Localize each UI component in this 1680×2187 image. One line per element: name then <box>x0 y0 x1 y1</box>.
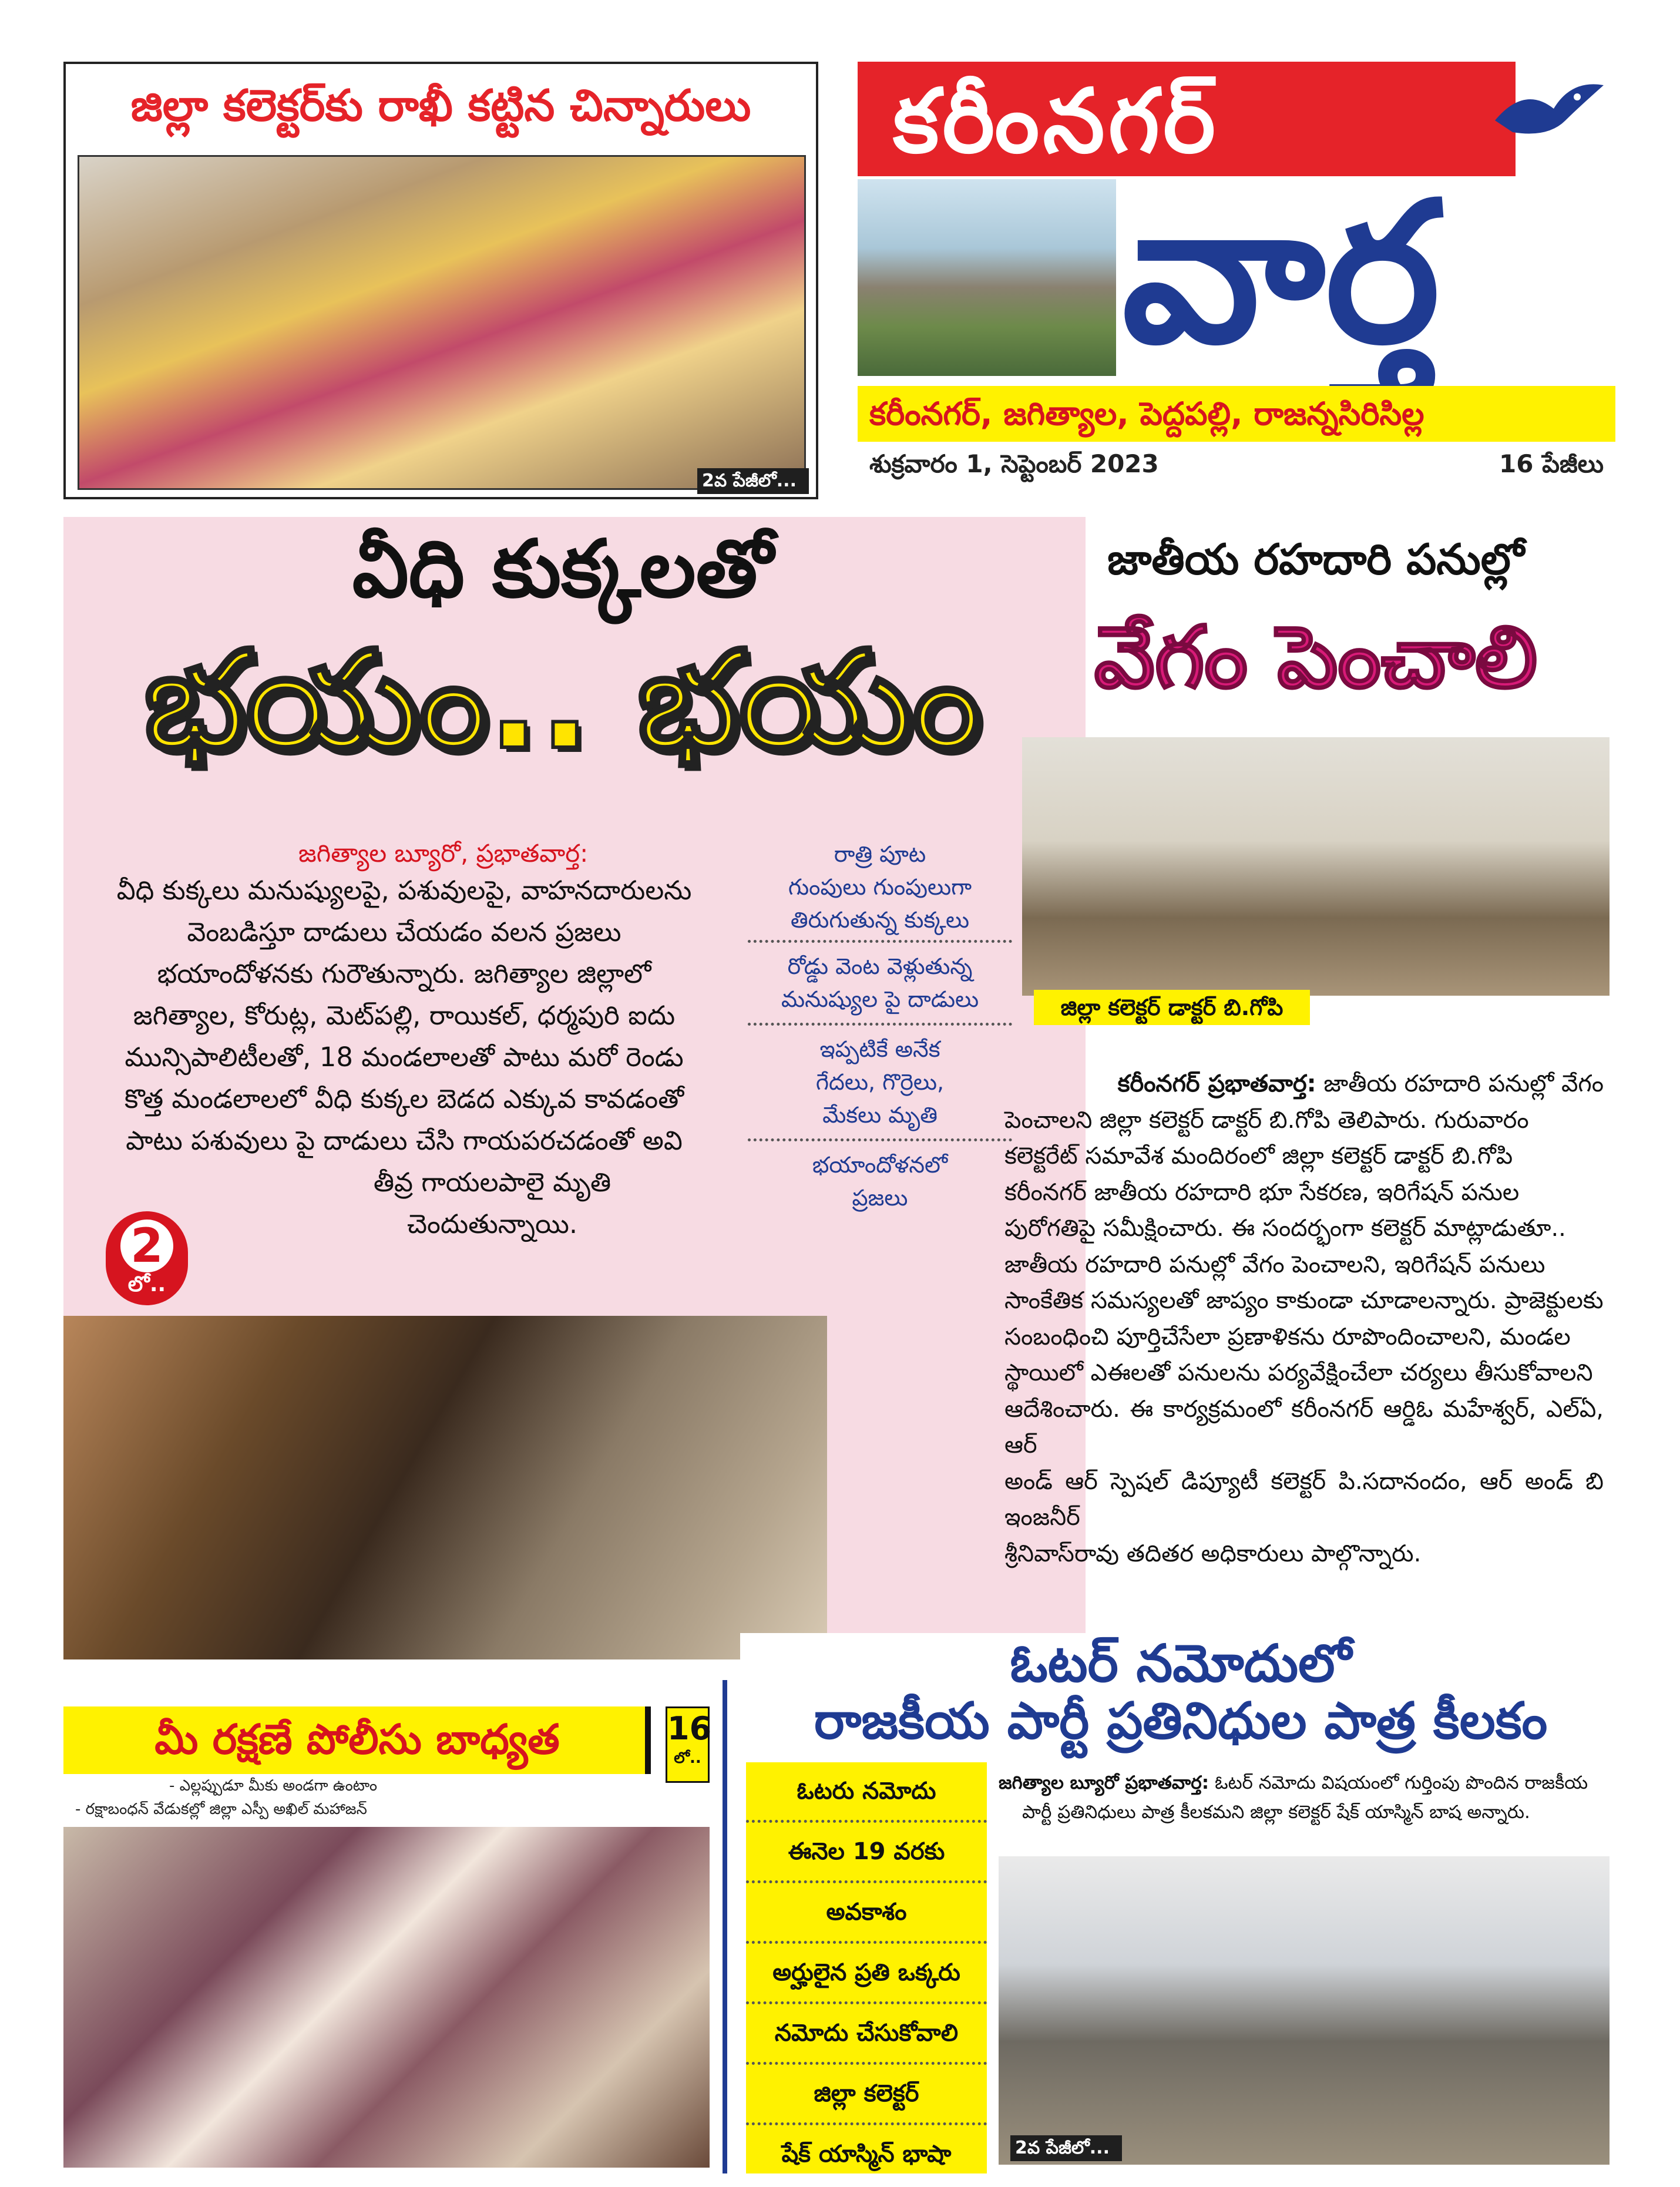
masthead <box>858 62 1615 493</box>
voter-story <box>723 1633 1621 2173</box>
dogs-badge-text: లో.. <box>127 1272 166 1296</box>
highway-body <box>1004 1066 1604 1572</box>
highway-body-line: సంబంధించి పూర్తిచేసేలా ప్రణాళికను రూపొందించాలని, మండల <box>1004 1323 1571 1351</box>
voter-sidebar-line: జిల్లా కలెక్టర్ <box>746 2065 987 2125</box>
voter-meeting-photo <box>999 1856 1610 2165</box>
masthead-pages: 16 పేజీలు <box>1499 449 1604 478</box>
police-sub-2: - రక్షాబంధన్ వేడుకల్లో జిల్లా ఎస్పీ అఖిల్ మహాజన్ <box>75 1800 367 1818</box>
highway-body-line: కరీంనగర్ జాతీయ రహదారి భూ సేకరణ, ఇరిగేషన్ పనుల <box>1004 1178 1520 1206</box>
voter-dateline: జగిత్యాల బ్యూరో ప్రభాతవార్త: <box>999 1772 1209 1793</box>
police-continued-badge[interactable] <box>666 1706 710 1783</box>
highway-body-line: పురోగతిపై సమీక్షించారు. ఈ సందర్భంగా కలెక్టర్ మాట్లాడుతూ.. <box>1004 1215 1566 1242</box>
dogs-body-line: వెంబడిస్తూ దాడులు చేయడం వలన ప్రజలు <box>187 916 621 948</box>
dogs-headline-small: వీధి కుక్కలతో <box>352 523 774 615</box>
sidebar-line: గుంపులు గుంపులుగా <box>788 874 972 900</box>
voter-headline-1: ఓటర్ నమోదులో <box>740 1633 1621 1706</box>
sidebar-line: తిరుగుతున్న కుక్కలు <box>790 907 970 933</box>
rakhi-continued-label[interactable]: 2వ పేజీలో... <box>697 468 809 494</box>
highway-kicker: జాతీయ రహదారి పనుల్లో <box>1107 535 1524 584</box>
dove-logo-icon <box>1489 73 1607 162</box>
highway-body-line: పెంచాలని జిల్లా కలెక్టర్ డాక్టర్ బి.గోపి తెలిపారు. గురువారం <box>1004 1106 1529 1134</box>
voter-body <box>999 1768 1610 1827</box>
highway-body-line: జాతీయ రహదారి పనుల్లో వేగం <box>1323 1070 1604 1097</box>
highway-body-line: శ్రీనివాస్‌రావు తదితర అధికారులు పాల్గొన్నారు. <box>1004 1540 1422 1567</box>
voter-sidebar-line: ఓటరు నమోదు <box>746 1762 987 1823</box>
dogs-body-line: కొత్త మండలాలలో వీధి కుక్కల బెడద ఎక్కువ కావడంతో <box>124 1083 684 1114</box>
dogs-sidebar-item <box>748 943 1012 1026</box>
rakhi-story-box <box>63 62 818 499</box>
voter-sidebar-line: అర్హులైన ప్రతి ఒక్కరు <box>746 1944 987 2004</box>
sidebar-line: గేదలు, గొర్రెలు, <box>815 1069 945 1095</box>
dogs-badge-number: 2 <box>120 1220 173 1272</box>
dogs-body-line: మున్సిపాలిటీలతో, 18 మండలాలతో పాటు మరో రెండు <box>125 1042 684 1073</box>
voter-continued-label[interactable]: 2వ పేజీలో... <box>1010 2135 1122 2161</box>
highway-photo-caption: జిల్లా కలెక్టర్ డాక్టర్ బి.గోపి <box>1034 990 1310 1025</box>
voter-body-first <box>999 1768 1610 1798</box>
voter-sidebar-line: ఈనెల 19 వరకు <box>746 1823 987 1883</box>
dogs-body-line: పాటు పశువులు పై దాడులు చేసి గాయపరచడంతో అవి <box>126 1125 683 1156</box>
dogs-body-line: చెందుతున్నాయి. <box>406 1208 578 1239</box>
voter-body-line: పార్టీ ప్రతినిధులు పాత్ర కీలకమని జిల్లా కలెక్టర్ షేక్ యాస్మిన్ బాష అన్నారు. <box>1022 1802 1530 1823</box>
sidebar-line: ప్రజలు <box>852 1185 908 1211</box>
masthead-date: శుక్రవారం 1, సెప్టెంబర్ 2023 <box>869 449 1159 478</box>
masthead-title-big: వార్త <box>1122 160 1440 386</box>
dam-photo <box>858 179 1116 376</box>
sidebar-line: ఇప్పటికే అనేక <box>819 1036 940 1062</box>
sidebar-line: రోడ్డు వెంట వెళ్లుతున్న <box>787 953 973 979</box>
police-sub-1: - ఎల్లప్పుడూ మీకు అండగా ఉంటాం <box>169 1777 378 1795</box>
dogs-headline-big: భయం.. భయం <box>144 623 982 780</box>
masthead-districts: కరీంనగర్, జగిత్యాల, పెద్దపల్లి, రాజన్నసిరిసిల్ల <box>858 386 1615 442</box>
highway-body-line: అండ్ ఆర్ స్పెషల్ డిప్యూటీ కలెక్టర్ పి.సదానందం, ఆర్ అండ్ బి ఇంజనీర్ <box>1004 1467 1604 1531</box>
police-headline: మీ రక్షణే పోలీసు బాధ్యత <box>154 1715 560 1763</box>
police-badge-number: 16 <box>667 1710 712 1747</box>
dogs-body-line: భయాందోళనకు గురౌతున్నారు. జగిత్యాల జిల్లాలో <box>157 958 651 989</box>
highway-headline: వేగం పెంచాలి <box>1094 608 1538 707</box>
police-story <box>63 1706 710 2168</box>
dogs-sidebar <box>748 834 1012 1221</box>
dogs-sidebar-item <box>748 834 1012 943</box>
sidebar-line: మేకలు మృతి <box>822 1102 938 1128</box>
voter-headline-2: రాజకీయ పార్టీ ప్రతినిధుల పాత్ర కీలకం <box>814 1692 1548 1751</box>
sidebar-line: మనుష్యుల పై దాడులు <box>781 986 979 1012</box>
voter-sidebar-line: అవకాశం <box>746 1883 987 1944</box>
voter-sidebar-line: షేక్ యాస్మిన్ భాషా <box>781 2141 952 2168</box>
highway-meeting-photo <box>1022 737 1610 996</box>
highway-body-line: ఆదేశించారు. ఈ కార్యక్రమంలో కరీంనగర్ ఆర్డిఓ మహేశ్వర్, ఎల్‌ఏ, ఆర్ <box>1004 1395 1604 1459</box>
dogs-story <box>63 517 1086 1659</box>
voter-body-line: ఓటర్ నమోదు విషయంలో గుర్తింపు పొందిన రాజకీయ <box>1214 1772 1588 1793</box>
dogs-continued-badge[interactable] <box>106 1211 188 1305</box>
voter-divider <box>723 1680 727 2173</box>
rakhi-headline: జిల్లా కలెక్టర్‌కు రాఖీ కట్టిన చిన్నారులు <box>130 80 751 131</box>
highway-body-line: జాతీయ రహదారి పనుల్లో వేగం పెంచాలని, ఇరిగేషన్ పనులు <box>1004 1251 1545 1278</box>
dogs-body <box>69 869 739 1245</box>
highway-body-line: స్థాయిలో ఎఈలతో పనులను పర్యవేక్షించేలా చర్యలు తీసుకోవాలని <box>1004 1359 1593 1386</box>
highway-body-line: సాంకేతిక సమస్యలతో జాప్యం కాకుండా చూడాలన్నారు. ప్రాజెక్టులకు <box>1004 1287 1604 1314</box>
dogs-sidebar-item <box>748 1026 1012 1141</box>
sidebar-line: భయాందోళనలో <box>812 1152 948 1178</box>
dogs-body-line: తీవ్ర గాయలపాలై మృతి <box>373 1167 611 1198</box>
dogs-body-line: జగిత్యాల, కోరుట్ల, మెట్‌పల్లి, రాయికల్, ధర్మపురి ఐదు <box>133 1000 676 1031</box>
police-badge-text: లో.. <box>674 1749 701 1767</box>
highway-body-first <box>1004 1066 1604 1103</box>
rakhi-photo <box>78 155 806 490</box>
dogs-sidebar-item <box>748 1141 1012 1221</box>
highway-dateline: కరీంనగర్ ప్రభాతవార్త: <box>1117 1070 1316 1097</box>
dogs-dateline: జగిత్యాల బ్యూరో, ప్రభాతవార్త: <box>298 839 589 868</box>
highway-body-line: కలెక్టరేట్ సమావేశ మందిరంలో జిల్లా కలెక్టర్ డాక్టర్ బి.గోపి <box>1004 1143 1513 1170</box>
police-rakhi-photo <box>63 1827 710 2168</box>
masthead-title-small: కరీంనగర్ <box>893 70 1219 173</box>
dogs-body-line: వీధి కుక్కలు మనుష్యులపై, పశువులపై, వాహనదారులను <box>116 875 692 906</box>
dog-attack-photo <box>63 1316 827 1659</box>
voter-sidebar-line: నమోదు చేసుకోవాలి <box>746 2004 987 2065</box>
sidebar-line: రాత్రి పూట <box>834 841 926 867</box>
voter-sidebar <box>746 1762 987 2173</box>
